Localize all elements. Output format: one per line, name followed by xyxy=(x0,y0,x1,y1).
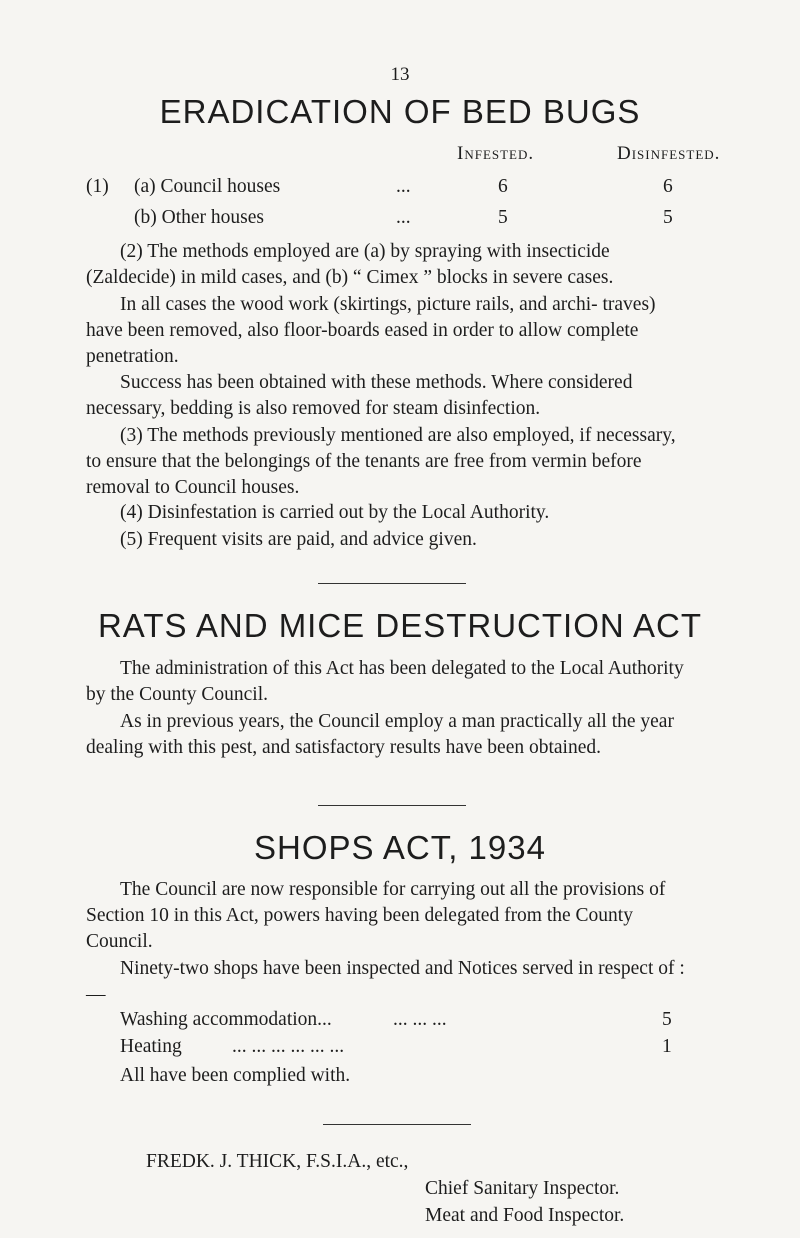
section-divider xyxy=(318,805,466,806)
shops-act-heading: SHOPS ACT, 1934 xyxy=(254,829,546,866)
item-label: Washing accommodation... xyxy=(120,1009,332,1030)
bed-bugs-paragraph: In all cases the wood work (skirtings, picture rails, and archi- traves) have been removed, also floor-boards eased in order to allow complete penetration. xyxy=(86,294,656,367)
rats-mice-heading: RATS AND MICE DESTRUCTION ACT xyxy=(97,607,703,644)
item-value: 5 xyxy=(662,1009,672,1030)
row-disinfested-value: 5 xyxy=(663,207,673,228)
signatory-title: Meat and Food Inspector. xyxy=(425,1205,625,1226)
row-label: (a) Council houses xyxy=(134,176,281,197)
row-label: (b) Other houses xyxy=(134,207,264,228)
bed-bugs-heading: ERADICATION OF BED BUGS xyxy=(159,93,641,130)
row-number: (1) xyxy=(86,176,109,197)
table-row xyxy=(0,207,800,235)
rats-mice-paragraph: As in previous years, the Council employ a man practically all the year dealing with this pest, and satisfactory results have been obtained. xyxy=(86,711,674,758)
signatory-name: FREDK. J. THICK, F.S.I.A., etc., xyxy=(146,1151,409,1172)
shops-act-paragraph: The Council are now responsible for carrying out all the provisions of Section 10 in this Act, powers having been delegated from the County Council. xyxy=(86,879,666,952)
row-infested-value: 5 xyxy=(498,207,508,228)
item-value: 1 xyxy=(662,1036,672,1057)
infested-column-header: Infested. xyxy=(457,143,535,164)
shops-act-paragraph: Ninety-two shops have been inspected and Notices served in respect of :— xyxy=(86,958,685,1005)
shops-act-closing: All have been complied with. xyxy=(120,1065,351,1086)
section-divider xyxy=(318,583,466,584)
item-leader-dots: ... ... ... ... ... ... xyxy=(232,1036,345,1057)
row-leader-dots: ... xyxy=(396,207,411,228)
signatory-title: Chief Sanitary Inspector. xyxy=(425,1178,620,1199)
row-leader-dots: ... xyxy=(396,176,411,197)
disinfested-column-header: Disinfested. xyxy=(617,143,721,164)
bed-bugs-paragraph: Success has been obtained with these methods. Where considered necessary, bedding is also removed for steam disinfection. xyxy=(86,372,633,419)
bed-bugs-paragraph: (2) The methods employed are (a) by spraying with insecticide (Zaldecide) in mild cases, and (b) “ Cimex ” blocks in severe cases. xyxy=(86,241,614,288)
bed-bugs-paragraph: (4) Disinfestation is carried out by the Local Authority. xyxy=(120,502,550,523)
row-disinfested-value: 6 xyxy=(663,176,673,197)
bed-bugs-paragraph: (5) Frequent visits are paid, and advice given. xyxy=(120,529,477,550)
row-infested-value: 6 xyxy=(498,176,508,197)
bed-bugs-paragraph: (3) The methods previously mentioned are also employed, if necessary, to ensure that the belongings of the tenants are free from vermin before removal to Council houses. xyxy=(86,425,676,498)
item-label: Heating xyxy=(120,1036,182,1057)
section-divider xyxy=(323,1124,471,1125)
page-number: 13 xyxy=(390,64,410,85)
table-row xyxy=(0,176,800,204)
rats-mice-paragraph: The administration of this Act has been delegated to the Local Authority by the County Council. xyxy=(86,658,684,705)
item-leader-dots: ... ... ... xyxy=(393,1009,447,1030)
